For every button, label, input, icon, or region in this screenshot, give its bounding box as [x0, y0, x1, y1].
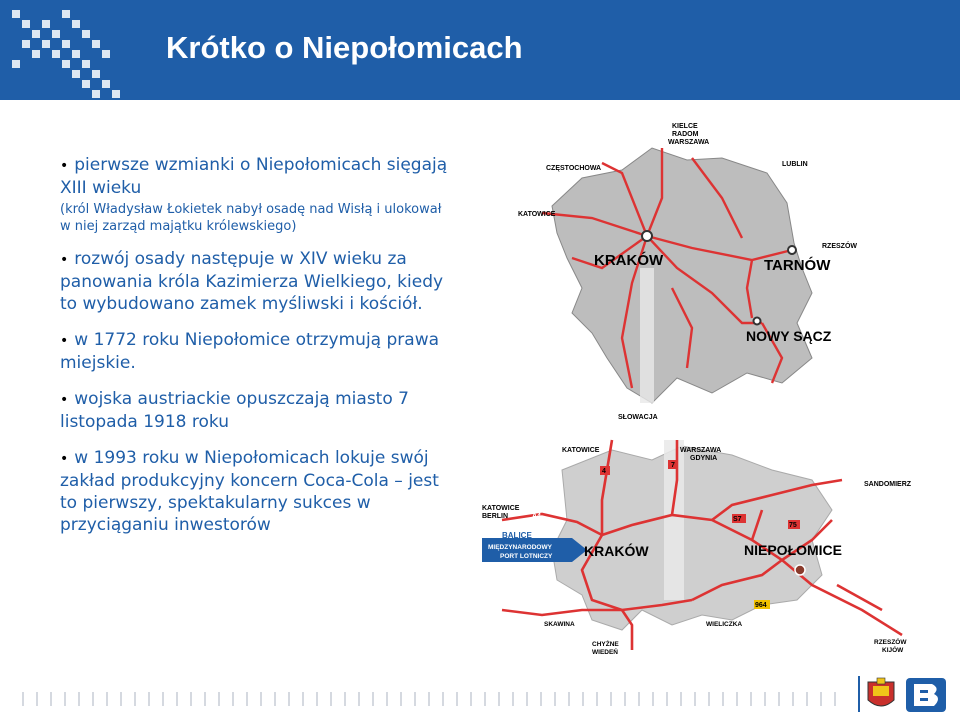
- map-label: WARSZAWA: [680, 447, 722, 454]
- bullet-text: w 1772 roku Niepołomice otrzymują prawa miejskie.: [60, 330, 440, 373]
- region-map: [512, 118, 857, 408]
- bullet-icon: •: [60, 252, 69, 268]
- region-shape: [552, 148, 812, 403]
- list-item: [60, 248, 450, 315]
- map-label: KIJÓW: [882, 647, 904, 654]
- bullet-text: rozwój osady następuje w XIV wieku za panowania króla Kazimierza Wielkiego, kiedy to wybudowano zamek myśliwski i kościół.: [60, 249, 444, 314]
- map-label: KATOWICE: [518, 211, 556, 218]
- map-label: KIELCE: [672, 123, 698, 130]
- map-label: BERLIN: [482, 513, 509, 520]
- map-label: NOWY SĄCZ: [746, 328, 832, 344]
- bullet-text: w 1993 roku w Niepołomicach lokuje swój zakład produkcyjny koncern Coca-Cola – jest to pierwszy, spektakularny sukces w przyciąganiu inwestorów: [60, 448, 439, 535]
- tarnow-marker: [788, 246, 796, 254]
- road-badge: 75: [789, 522, 797, 529]
- area-shape: [552, 446, 832, 630]
- bullet-icon: •: [60, 158, 69, 174]
- page-title: Krótko o Niepołomicach: [166, 30, 523, 65]
- map-label: CZĘSTOCHOWA: [546, 165, 602, 172]
- map-label: TARNÓW: [764, 257, 831, 274]
- krakow-marker: [642, 231, 652, 241]
- map-label: GDYNIA: [690, 455, 718, 462]
- local-map: [482, 410, 914, 656]
- map-label: NIEPOŁOMICE: [744, 542, 843, 558]
- map-label: WARSZAWA: [668, 139, 710, 146]
- map-label: KATOWICE: [482, 505, 520, 512]
- map-label: SANDOMIERZ: [864, 481, 912, 488]
- bullet-icon: •: [60, 333, 69, 349]
- map-label: RZESZÓW: [874, 639, 907, 646]
- header-bar: [0, 0, 960, 100]
- map-label: SKAWINA: [544, 621, 575, 628]
- list-item: [60, 154, 450, 235]
- list-item: [60, 388, 450, 433]
- footer-stripes: [0, 690, 960, 710]
- bullet-icon: •: [60, 451, 69, 467]
- road-badge: A4: [532, 513, 541, 520]
- bullet-list: [60, 154, 450, 536]
- map-label: LUBLIN: [782, 161, 808, 168]
- map-label: CHYŻNE: [592, 641, 619, 648]
- hand-cursor-icon: [0, 0, 150, 130]
- map-label: RADOM: [672, 131, 699, 138]
- niepolomice-marker: [795, 565, 805, 575]
- road-badge: 4: [602, 468, 606, 475]
- footer-logos: [858, 672, 958, 716]
- map-label: KATOWICE: [562, 447, 600, 454]
- map-label: WIELICZKA: [706, 621, 743, 628]
- list-item: [60, 329, 450, 374]
- map-label: BALICE: [502, 531, 532, 540]
- map-label: WIEDEŃ: [592, 649, 618, 656]
- bullet-text: wojska austriackie opuszczają miasto 7 listopada 1918 roku: [60, 389, 409, 432]
- map-label: KRAKÓW: [584, 543, 649, 559]
- logo-icon: [906, 678, 946, 712]
- list-item: [60, 447, 450, 536]
- map-label: SŁOWACJA: [618, 414, 658, 421]
- map-label: PORT LOTNICZY: [500, 553, 553, 560]
- road-badge: S7: [733, 516, 742, 523]
- bullet-text: pierwsze wzmianki o Niepołomicach sięgają XIII wieku: [60, 155, 448, 198]
- road-badge: 7: [671, 462, 675, 469]
- nowy-sacz-marker: [754, 318, 761, 325]
- map-label: KRAKÓW: [594, 252, 664, 269]
- map-label: RZESZÓW: [822, 243, 857, 250]
- bullet-subtext: (król Władysław Łokietek nabył osadę nad Wisłą i ulokował w niej zarząd majątku królewskiego): [60, 202, 442, 234]
- bullet-icon: •: [60, 392, 69, 408]
- road-badge: 964: [755, 602, 767, 609]
- map-label: MIĘDZYNARODOWY: [488, 544, 552, 551]
- coat-of-arms-icon: [868, 678, 894, 706]
